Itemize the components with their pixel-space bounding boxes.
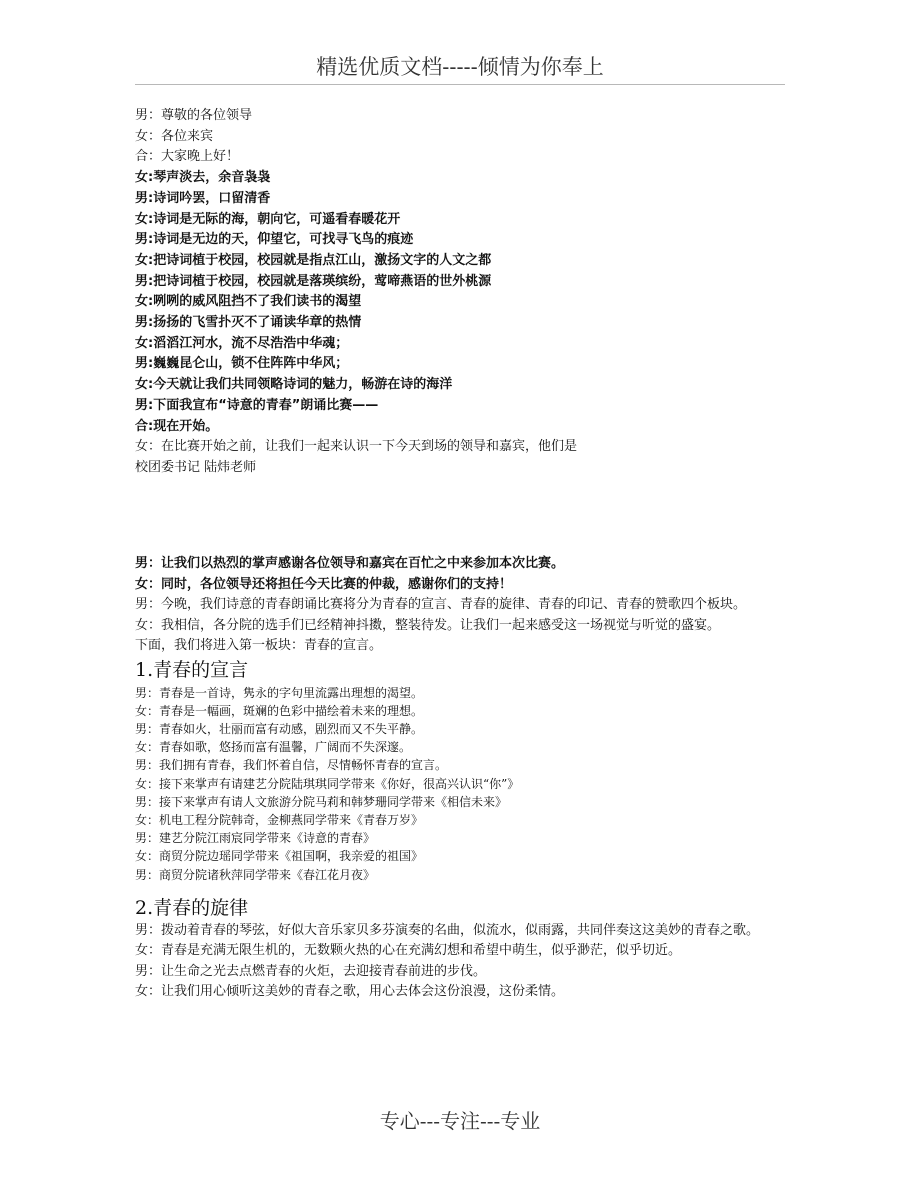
dialogue-line: 男:诗词吟罢，口留清香 xyxy=(135,190,271,206)
dialogue-line: 男：青春是一首诗，隽永的字句里流露出理想的渴望。 xyxy=(135,685,424,700)
intro-paragraph: 下面，我们将进入第一板块：青春的宣言。 xyxy=(135,638,383,653)
dialogue-line: 男：青春如火，壮丽而富有动感，剧烈而又不失平静。 xyxy=(135,721,424,736)
dialogue-line: 合:现在开始。 xyxy=(135,418,219,434)
dialogue-paragraph: 男：让生命之光去点燃青春的火炬，去迎接青春前进的步伐。 xyxy=(135,963,487,979)
dialogue-line: 男：尊敬的各位领导 xyxy=(135,108,253,123)
dialogue-line: 女:琴声淡去，余音袅袅 xyxy=(135,170,271,186)
dialogue-line: 女:今天就让我们共同领略诗词的魅力，畅游在诗的海洋 xyxy=(135,377,453,393)
dialogue-line: 男：接下来掌声有请人文旅游分院马莉和韩梦珊同学带来《相信未来》 xyxy=(135,794,508,809)
dialogue-line: 女：接下来掌声有请建艺分院陆琪琪同学带来《你好，很高兴认识“你”》 xyxy=(135,776,520,791)
page-footer: 专心---专注---专业 xyxy=(379,1109,541,1133)
intro-paragraph: 男：让我们以热烈的掌声感谢各位领导和嘉宾在百忙之中来参加本次比赛。 xyxy=(135,556,565,571)
intro-paragraph: 女：同时，各位领导还将担任今天比赛的仲裁，感谢你们的支持！ xyxy=(135,576,513,592)
dialogue-line: 男:把诗词植于校园，校园就是落瑛缤纷，莺啼燕语的世外桃源 xyxy=(135,273,492,289)
dialogue-line: 男：我们拥有青春，我们怀着自信，尽情畅怀青春的宣言。 xyxy=(135,758,448,773)
page-header: 精选优质文档-----倾情为你奉上 xyxy=(135,50,785,85)
intro-paragraph: 女：我相信，各分院的选手们已经精神抖擞，整装待发。让我们一起来感受这一场视觉与听觉的盛宴。 xyxy=(135,617,721,633)
dialogue-paragraph: 男：拨动着青春的琴弦，好似大音乐家贝多芬演奏的名曲，似流水，似雨露，共同伴奏这这美妙的青春之歌。 xyxy=(135,922,760,938)
dialogue-line: 男：建艺分院江雨宸同学带来《诗意的青春》 xyxy=(135,831,376,846)
opening-dialogue xyxy=(135,106,785,479)
dialogue-line: 男:巍巍昆仑山，锁不住阵阵中华风； xyxy=(135,356,349,372)
dialogue-line: 女：青春是一幅画，斑斓的色彩中描绘着未来的理想。 xyxy=(135,703,424,718)
dialogue-line: 女：在比赛开始之前，让我们一起来认识一下今天到场的领导和嘉宾，他们是 xyxy=(135,439,578,455)
section-heading: 1.青春的宣言 xyxy=(135,658,249,681)
section-heading: 2.青春的旋律 xyxy=(135,896,249,919)
dialogue-line: 女:咧咧的威风阻挡不了我们读书的渴望 xyxy=(135,294,362,310)
dialogue-line: 女：各位来宾 xyxy=(135,128,214,144)
dialogue-line: 女:诗词是无际的海，朝向它，可遥看春暖花开 xyxy=(135,211,401,227)
dialogue-line: 男:诗词是无边的天，仰望它，可找寻飞鸟的痕迹 xyxy=(135,232,414,248)
dialogue-paragraph: 女：让我们用心倾听这美妙的青春之歌，用心去体会这份浪漫，这份柔情。 xyxy=(135,984,565,1000)
dialogue-line: 男:扬扬的飞雪扑灭不了诵读华章的热情 xyxy=(135,315,362,331)
dialogue-line: 女：机电工程分院韩奇，金柳燕同学带来《青春万岁》 xyxy=(135,812,424,827)
dialogue-line: 女：青春如歌，悠扬而富有温馨，广阔而不失深邃。 xyxy=(135,740,412,755)
dialogue-line: 女:把诗词植于校园，校园就是指点江山，激扬文字的人文之都 xyxy=(135,252,492,268)
dialogue-paragraph: 女：青春是充满无限生机的，无数颗火热的心在充满幻想和希望中萌生，似乎渺茫，似乎切近。 xyxy=(135,943,682,959)
dialogue-line: 男:下面我宣布“诗意的青春”朗诵比赛—— xyxy=(135,397,379,413)
dialogue-line: 女:滔滔江河水，流不尽浩浩中华魂； xyxy=(135,335,349,351)
dialogue-line: 男：商贸分院诸秋萍同学带来《春江花月夜》 xyxy=(135,867,376,882)
intro-paragraph: 男：今晚，我们诗意的青春朗诵比赛将分为青春的宣言、青春的旋律、青春的印记、青春的赞歌四个板块。 xyxy=(135,597,747,612)
dialogue-line: 合：大家晚上好！ xyxy=(135,149,240,165)
main-content xyxy=(135,555,785,1004)
dialogue-line: 女：商贸分院边瑶同学带来《祖国啊，我亲爱的祖国》 xyxy=(135,849,424,864)
dialogue-line: 校团委书记 陆炜老师 xyxy=(135,459,257,475)
